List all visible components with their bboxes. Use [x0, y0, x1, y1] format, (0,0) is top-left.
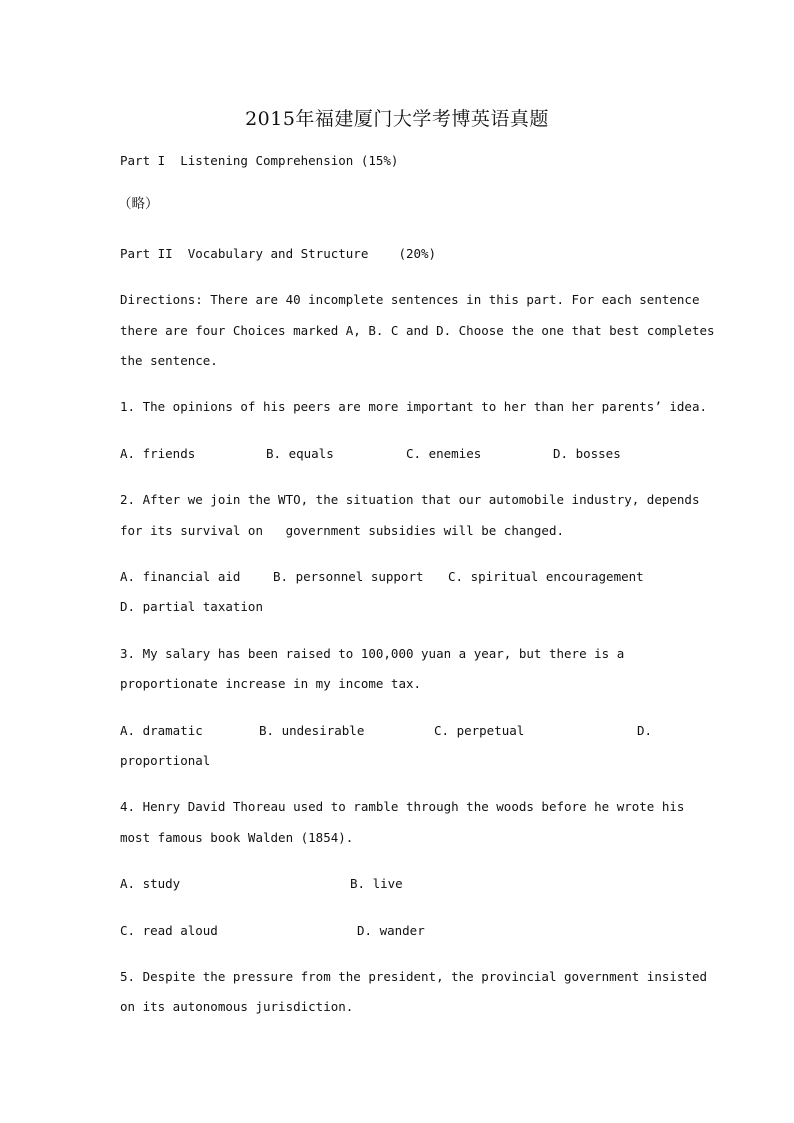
q1-option-c: C. enemies [406, 446, 482, 461]
directions-line: the sentence. [120, 353, 218, 368]
q1-option-d: D. bosses [553, 446, 621, 461]
question-1-text: 1. The opinions of his peers are more important to her than her parents’ idea. [120, 399, 707, 414]
q3-option-a: A. dramatic [120, 723, 203, 738]
q3-option-d: D. [637, 723, 653, 738]
q2-option-b: B. personnel support [273, 569, 424, 584]
q3-option-c: C. perpetual [434, 723, 525, 738]
q4-option-b: B. live [350, 876, 403, 891]
q4-option-c: C. read aloud [120, 923, 218, 938]
part2-heading: Part II Vocabulary and Structure (20%) [120, 246, 437, 261]
q4-option-d: D. wander [357, 923, 425, 938]
q2-option-d: D. partial taxation [120, 599, 263, 614]
question-2-text: 2. After we join the WTO, the situation that our automobile industry, depends [120, 492, 700, 507]
question-3-text: proportionate increase in my income tax. [120, 676, 422, 691]
q3-option-b: B. undesirable [259, 723, 365, 738]
q2-option-c: C. spiritual encouragement [448, 569, 644, 584]
q3-option-d-text: proportional [120, 753, 211, 768]
question-4-text: 4. Henry David Thoreau used to ramble through the woods before he wrote his [120, 799, 685, 814]
q2-option-a: A. financial aid [120, 569, 241, 584]
question-5-text: 5. Despite the pressure from the president, the provincial government insisted [120, 969, 707, 984]
q1-option-a: A. friends [120, 446, 196, 461]
question-5-text: on its autonomous jurisdiction. [120, 999, 354, 1014]
page-title: 2015年福建厦门大学考博英语真题 [245, 108, 549, 130]
q1-option-b: B. equals [266, 446, 334, 461]
directions-line: Directions: There are 40 incomplete sentences in this part. For each sentence [120, 292, 700, 307]
directions-line: there are four Choices marked A, B. C and D. Choose the one that best completes [120, 323, 715, 338]
part1-note: （略） [118, 196, 159, 212]
part1-heading: Part I Listening Comprehension (15%) [120, 153, 399, 168]
question-2-text: for its survival on government subsidies will be changed. [120, 523, 565, 538]
question-3-text: 3. My salary has been raised to 100,000 yuan a year, but there is a [120, 646, 625, 661]
q4-option-a: A. study [120, 876, 181, 891]
question-4-text: most famous book Walden (1854). [120, 830, 354, 845]
